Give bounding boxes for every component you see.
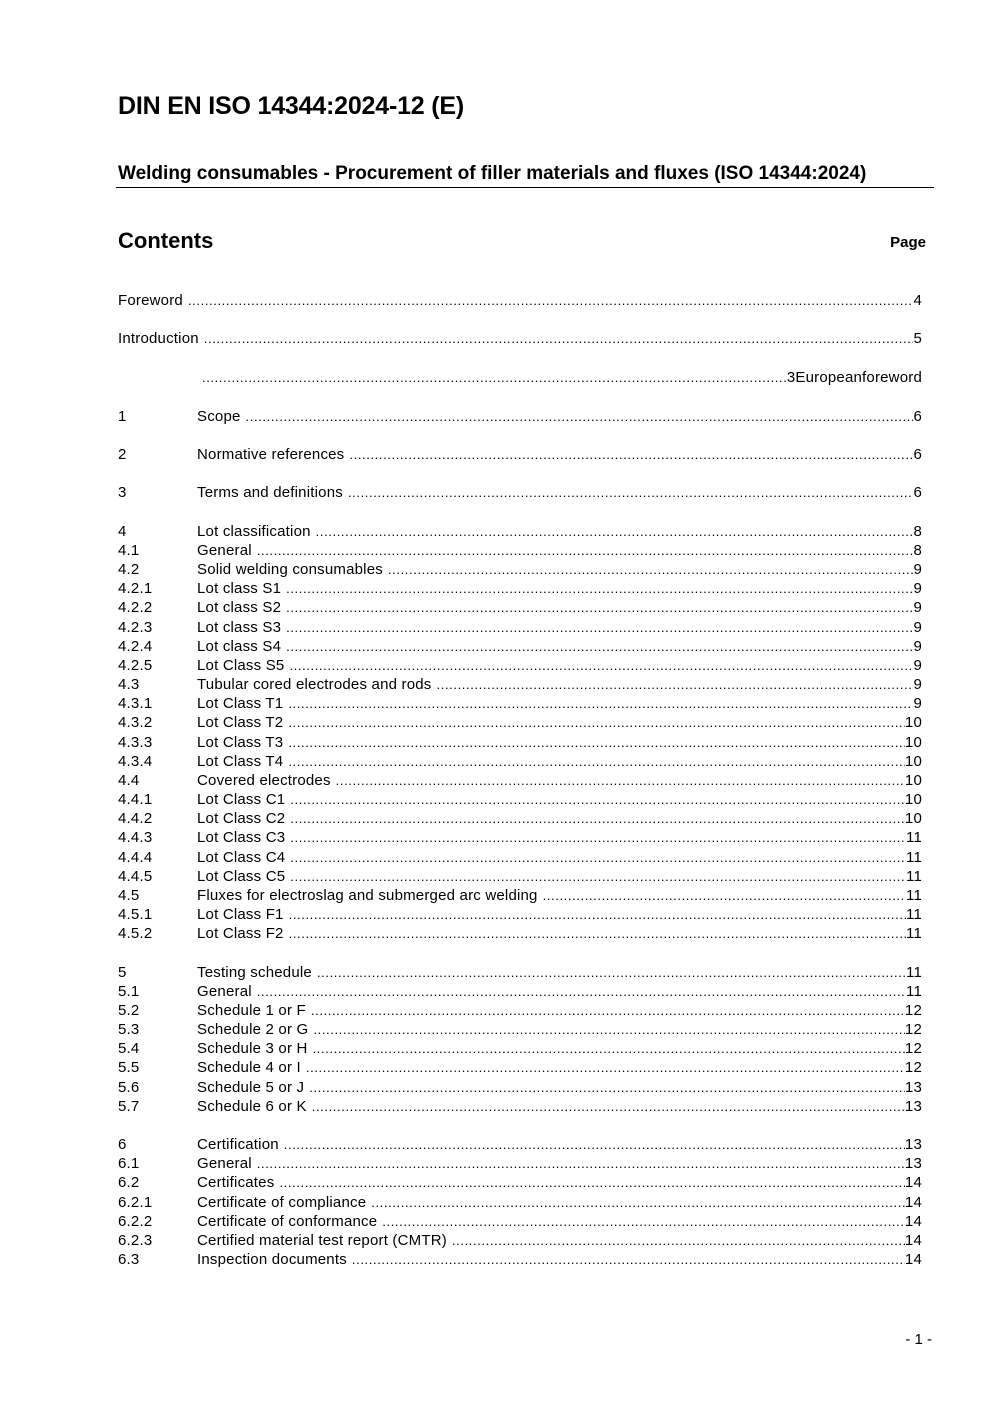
toc-entry-page: 14 [904, 1251, 922, 1268]
toc-entry-page: 11 [906, 829, 922, 846]
toc-entry[interactable] [118, 1173, 922, 1192]
toc-entry-title: Schedule 2 or G [197, 1021, 309, 1038]
toc-entry-number: 4.4.2 [118, 810, 153, 827]
toc-entry-page: 11 [906, 983, 922, 1000]
toc-entry-line [197, 1020, 922, 1039]
toc-entry-page: 11 [906, 906, 922, 923]
toc-dot-leader [286, 618, 913, 637]
toc-entry-number: 4.5.2 [118, 925, 153, 942]
toc-entry-page: 12 [904, 1040, 922, 1057]
toc-entry-page: 10 [904, 734, 922, 751]
toc-dot-leader [290, 848, 906, 867]
toc-entry-number: 4.3.4 [118, 753, 153, 770]
toc-entry-line [197, 1193, 922, 1212]
toc-entry[interactable] [118, 407, 922, 426]
toc-entry-line [197, 560, 922, 579]
toc-dot-leader [286, 637, 913, 656]
toc-entry[interactable] [118, 828, 922, 847]
toc-entry-line [197, 1039, 922, 1058]
toc-entry[interactable] [118, 1250, 922, 1269]
toc-entry-title: Lot Class C3 [197, 829, 286, 846]
toc-dot-leader [313, 1039, 905, 1058]
toc-entry-page: 13 [904, 1136, 922, 1153]
toc-entry[interactable] [118, 982, 922, 1001]
toc-dot-leader [336, 771, 905, 790]
toc-entry-line [118, 329, 922, 348]
toc-entry-line [197, 848, 922, 867]
toc-entry-number: 6.2 [118, 1174, 140, 1191]
toc-entry-title: Lot class S1 [197, 580, 282, 597]
toc-entry-page: 12 [904, 1021, 922, 1038]
toc-entry-line [197, 1212, 922, 1231]
toc-entry-page: 8 [913, 523, 922, 540]
toc-entry[interactable] [118, 867, 922, 886]
toc-entry-page: 11 [906, 849, 922, 866]
toc-entry-number: 6.2.3 [118, 1232, 153, 1249]
toc-entry-title: Introduction [118, 330, 199, 347]
toc-entry-line [197, 771, 922, 790]
toc-entry-page: 10 [904, 810, 922, 827]
contents-heading: Contents [118, 228, 214, 253]
toc-entry-page: 10 [904, 753, 922, 770]
toc-dot-leader [288, 733, 905, 752]
toc-dot-leader [204, 329, 914, 348]
document-title: DIN EN ISO 14344:2024-12 (E) [118, 92, 464, 120]
toc-entry-title: Certificate of compliance [197, 1194, 367, 1211]
toc-dot-leader [313, 1020, 905, 1039]
toc-entry-title: Lot Class S5 [197, 657, 285, 674]
toc-entry[interactable] [118, 1020, 922, 1039]
toc-dot-leader [289, 924, 906, 943]
toc-entry-page: 10 [904, 714, 922, 731]
toc-entry-line [197, 1058, 922, 1077]
toc-entry[interactable] [118, 1193, 922, 1212]
toc-entry-line [197, 675, 922, 694]
toc-entry[interactable] [118, 809, 922, 828]
toc-entry-page: 13 [904, 1155, 922, 1172]
toc-entry-title: Schedule 1 or F [197, 1002, 306, 1019]
toc-entry-line [197, 407, 922, 426]
toc-entry-title: Certified material test report (CMTR) [197, 1232, 447, 1249]
toc-entry-page: 9 [913, 561, 922, 578]
toc-entry[interactable] [118, 329, 922, 348]
toc-entry[interactable] [118, 713, 922, 732]
toc-entry-title: Lot Class C4 [197, 849, 286, 866]
toc-entry-page: 14 [904, 1232, 922, 1249]
toc-entry[interactable] [118, 368, 922, 387]
toc-entry[interactable] [118, 675, 922, 694]
toc-entry-number: 4 [118, 523, 127, 540]
toc-entry-title: General [197, 542, 252, 559]
toc-entry[interactable] [118, 790, 922, 809]
toc-entry-number: 5.3 [118, 1021, 140, 1038]
toc-entry-number: 4.2.1 [118, 580, 153, 597]
toc-entry-line [197, 809, 922, 828]
toc-dot-leader [348, 483, 914, 502]
toc-entry-number: 5.2 [118, 1002, 140, 1019]
toc-entry-number: 4.5.1 [118, 906, 153, 923]
toc-entry-page: 9 [913, 657, 922, 674]
toc-entry-number: 4.4.5 [118, 868, 153, 885]
toc-entry-line [197, 579, 922, 598]
toc-entry-title: Certificates [197, 1174, 275, 1191]
toc-entry-title: Lot class S3 [197, 619, 282, 636]
toc-entry-number: 1 [118, 408, 127, 425]
toc-entry-page: 5 [913, 330, 922, 347]
toc-entry[interactable] [118, 694, 922, 713]
toc-entry-line [197, 522, 922, 541]
toc-entry-line [197, 1250, 922, 1269]
toc-entry-title: Lot Class C5 [197, 868, 286, 885]
toc-entry-number: 4.3.2 [118, 714, 153, 731]
toc-entry-title: Inspection documents [197, 1251, 347, 1268]
toc-entry-number: 4.2 [118, 561, 140, 578]
toc-entry-line [118, 291, 922, 310]
toc-entry-title: Lot Class F2 [197, 925, 284, 942]
toc-entry[interactable] [118, 1231, 922, 1250]
toc-entry-page: 3Europeanforeword [786, 369, 922, 386]
toc-entry-line [197, 445, 922, 464]
toc-entry-number: 5.5 [118, 1059, 140, 1076]
toc-entry-number: 5.6 [118, 1079, 140, 1096]
toc-entry-title: Solid welding consumables [197, 561, 383, 578]
toc-dot-leader [543, 886, 906, 905]
toc-entry-title: Testing schedule [197, 964, 312, 981]
toc-dot-leader [306, 1058, 905, 1077]
toc-entry[interactable] [118, 771, 922, 790]
toc-entry[interactable] [118, 848, 922, 867]
toc-entry-line [197, 483, 922, 502]
toc-entry-page: 9 [913, 580, 922, 597]
toc-entry[interactable] [118, 963, 922, 982]
toc-entry-line [197, 1001, 922, 1020]
toc-entry-title: Covered electrodes [197, 772, 331, 789]
toc-entry-page: 11 [906, 887, 922, 904]
toc-entry-title: General [197, 983, 252, 1000]
toc-entry-title: Lot Class T4 [197, 753, 284, 770]
toc-entry-line [197, 598, 922, 617]
toc-dot-leader [188, 291, 913, 310]
toc-entry-number: 4.3.1 [118, 695, 153, 712]
toc-dot-leader [246, 407, 914, 426]
toc-entry-line [197, 733, 922, 752]
toc-entry[interactable] [118, 598, 922, 617]
toc-entry-line [197, 618, 922, 637]
toc-dot-leader [288, 752, 905, 771]
toc-entry-number: 4.4.1 [118, 791, 153, 808]
toc-entry-line [197, 713, 922, 732]
toc-dot-leader [317, 963, 906, 982]
toc-entry-number: 4.5 [118, 887, 140, 904]
toc-entry-title: Schedule 5 or J [197, 1079, 305, 1096]
toc-entry-page: 10 [904, 791, 922, 808]
toc-entry-page: 10 [904, 772, 922, 789]
toc-entry-title: Lot classification [197, 523, 311, 540]
toc-dot-leader [288, 694, 913, 713]
page-number: - 1 - [905, 1331, 932, 1348]
toc-entry[interactable] [118, 1212, 922, 1231]
toc-dot-leader [257, 541, 914, 560]
toc-entry-page: 4 [913, 292, 922, 309]
toc-entry-number: 4.1 [118, 542, 140, 559]
toc-dot-leader [286, 579, 913, 598]
toc-entry-title: Schedule 6 or K [197, 1098, 307, 1115]
toc-entry-line [197, 1173, 922, 1192]
toc-entry[interactable] [118, 1078, 922, 1097]
toc-entry-line [197, 828, 922, 847]
toc-entry-number: 4.2.4 [118, 638, 153, 655]
toc-dot-leader [349, 445, 913, 464]
toc-entry-number: 5.1 [118, 983, 140, 1000]
toc-entry-page: 6 [913, 408, 922, 425]
toc-entry-title: Lot Class F1 [197, 906, 284, 923]
toc-entry-line [197, 694, 922, 713]
toc-entry-page: 13 [904, 1098, 922, 1115]
toc-entry-page: 13 [904, 1079, 922, 1096]
toc-entry-line [197, 1135, 922, 1154]
toc-entry[interactable] [118, 733, 922, 752]
toc-entry-title: Lot Class T1 [197, 695, 284, 712]
toc-entry-number: 4.2.5 [118, 657, 153, 674]
toc-entry-line [197, 541, 922, 560]
toc-entry-page: 9 [913, 676, 922, 693]
toc-dot-leader [202, 368, 787, 387]
toc-entry-page: 8 [913, 542, 922, 559]
toc-entry-number: 5.7 [118, 1098, 140, 1115]
toc-entry-line [197, 905, 922, 924]
toc-entry-line [197, 790, 922, 809]
toc-entry-title: Lot Class C2 [197, 810, 286, 827]
toc-entry[interactable] [118, 483, 922, 502]
toc-entry-line [197, 656, 922, 675]
toc-entry-page: 6 [913, 484, 922, 501]
toc-entry-number: 6.1 [118, 1155, 140, 1172]
toc-entry-title: Foreword [118, 292, 183, 309]
toc-dot-leader [312, 1097, 905, 1116]
toc-dot-leader [452, 1231, 905, 1250]
toc-entry-title: Lot Class T3 [197, 734, 284, 751]
toc-entry-title: Lot class S2 [197, 599, 282, 616]
toc-entry-number: 6.2.1 [118, 1194, 153, 1211]
toc-entry-number: 2 [118, 446, 127, 463]
toc-entry-page: 9 [913, 599, 922, 616]
toc-entry[interactable] [118, 924, 922, 943]
toc-entry-line [197, 886, 922, 905]
toc-entry-line [197, 368, 922, 387]
toc-dot-leader [316, 522, 914, 541]
toc-entry-title: Terms and definitions [197, 484, 343, 501]
toc-entry[interactable] [118, 579, 922, 598]
toc-entry[interactable] [118, 1154, 922, 1173]
toc-entry-number: 4.4.3 [118, 829, 153, 846]
toc-entry-line [197, 1154, 922, 1173]
toc-dot-leader [290, 790, 905, 809]
toc-entry-title: Schedule 3 or H [197, 1040, 308, 1057]
toc-entry-page: 14 [904, 1213, 922, 1230]
toc-entry[interactable] [118, 618, 922, 637]
toc-dot-leader [288, 713, 905, 732]
toc-dot-leader [286, 598, 913, 617]
toc-entry-page: 11 [906, 868, 922, 885]
toc-entry-number: 4.4 [118, 772, 140, 789]
toc-entry-number: 5.4 [118, 1040, 140, 1057]
toc-entry-number: 5 [118, 964, 127, 981]
toc-entry[interactable] [118, 560, 922, 579]
toc-entry-page: 9 [913, 638, 922, 655]
toc-dot-leader [382, 1212, 905, 1231]
toc-entry-title: Fluxes for electroslag and submerged arc welding [197, 887, 538, 904]
toc-entry-title: Certification [197, 1136, 279, 1153]
toc-entry-line [197, 1097, 922, 1116]
toc-dot-leader [290, 809, 905, 828]
toc-dot-leader [437, 675, 914, 694]
toc-entry-number: 4.3.3 [118, 734, 153, 751]
toc-entry-line [197, 752, 922, 771]
toc-entry[interactable] [118, 1058, 922, 1077]
toc-dot-leader [257, 1154, 905, 1173]
toc-entry[interactable] [118, 637, 922, 656]
page-column-heading: Page [890, 234, 926, 251]
toc-entry-line [197, 963, 922, 982]
toc-dot-leader [290, 828, 906, 847]
toc-entry-title: Normative references [197, 446, 345, 463]
toc-entry-page: 12 [904, 1002, 922, 1019]
toc-entry-page: 9 [913, 619, 922, 636]
toc-entry-number: 6.3 [118, 1251, 140, 1268]
toc-entry-page: 9 [913, 695, 922, 712]
toc-entry[interactable] [118, 1135, 922, 1154]
toc-entry[interactable] [118, 291, 922, 310]
toc-entry-number: 3 [118, 484, 127, 501]
toc-entry[interactable] [118, 752, 922, 771]
toc-entry-title: Lot class S4 [197, 638, 282, 655]
toc-entry-number: 4.2.2 [118, 599, 153, 616]
toc-entry-page: 11 [906, 925, 922, 942]
document-subtitle: Welding consumables - Procurement of filler materials and fluxes (ISO 14344:2024) [118, 163, 867, 184]
toc-entry-line [197, 924, 922, 943]
toc-dot-leader [289, 905, 906, 924]
toc-entry-title: Lot Class C1 [197, 791, 286, 808]
toc-dot-leader [289, 656, 913, 675]
toc-dot-leader [309, 1078, 905, 1097]
toc-entry-page: 14 [904, 1174, 922, 1191]
toc-entry-page: 12 [904, 1059, 922, 1076]
toc-entry[interactable] [118, 1001, 922, 1020]
toc-entry[interactable] [118, 1039, 922, 1058]
toc-entry-number: 6 [118, 1136, 127, 1153]
toc-entry-line [197, 867, 922, 886]
toc-entry-number: 6.2.2 [118, 1213, 153, 1230]
toc-dot-leader [371, 1193, 905, 1212]
toc-entry-title: General [197, 1155, 252, 1172]
toc-dot-leader [284, 1135, 905, 1154]
toc-entry-title: Scope [197, 408, 241, 425]
toc-entry[interactable] [118, 445, 922, 464]
toc-entry-number: 4.4.4 [118, 849, 153, 866]
toc-entry-title: Certificate of conformance [197, 1213, 378, 1230]
toc-entry-line [197, 982, 922, 1001]
toc-dot-leader [311, 1001, 905, 1020]
toc-dot-leader [352, 1250, 905, 1269]
toc-entry-page: 11 [906, 964, 922, 981]
toc-entry[interactable] [118, 905, 922, 924]
title-underline [116, 187, 934, 188]
toc-entry-line [197, 1078, 922, 1097]
toc-entry[interactable] [118, 541, 922, 560]
toc-dot-leader [257, 982, 906, 1001]
toc-entry-title: Lot Class T2 [197, 714, 284, 731]
toc-entry-page: 6 [913, 446, 922, 463]
toc-entry-line [197, 1231, 922, 1250]
toc-entry[interactable] [118, 1097, 922, 1116]
toc-entry[interactable] [118, 656, 922, 675]
toc-entry[interactable] [118, 522, 922, 541]
toc-entry[interactable] [118, 886, 922, 905]
toc-entry-title: Schedule 4 or I [197, 1059, 301, 1076]
toc-entry-line [197, 637, 922, 656]
toc-entry-page: 14 [904, 1194, 922, 1211]
toc-entry-number: 4.3 [118, 676, 140, 693]
toc-dot-leader [290, 867, 906, 886]
toc-entry-title: Tubular cored electrodes and rods [197, 676, 432, 693]
toc-dot-leader [388, 560, 914, 579]
toc-entry-number: 4.2.3 [118, 619, 153, 636]
toc-dot-leader [279, 1173, 904, 1192]
